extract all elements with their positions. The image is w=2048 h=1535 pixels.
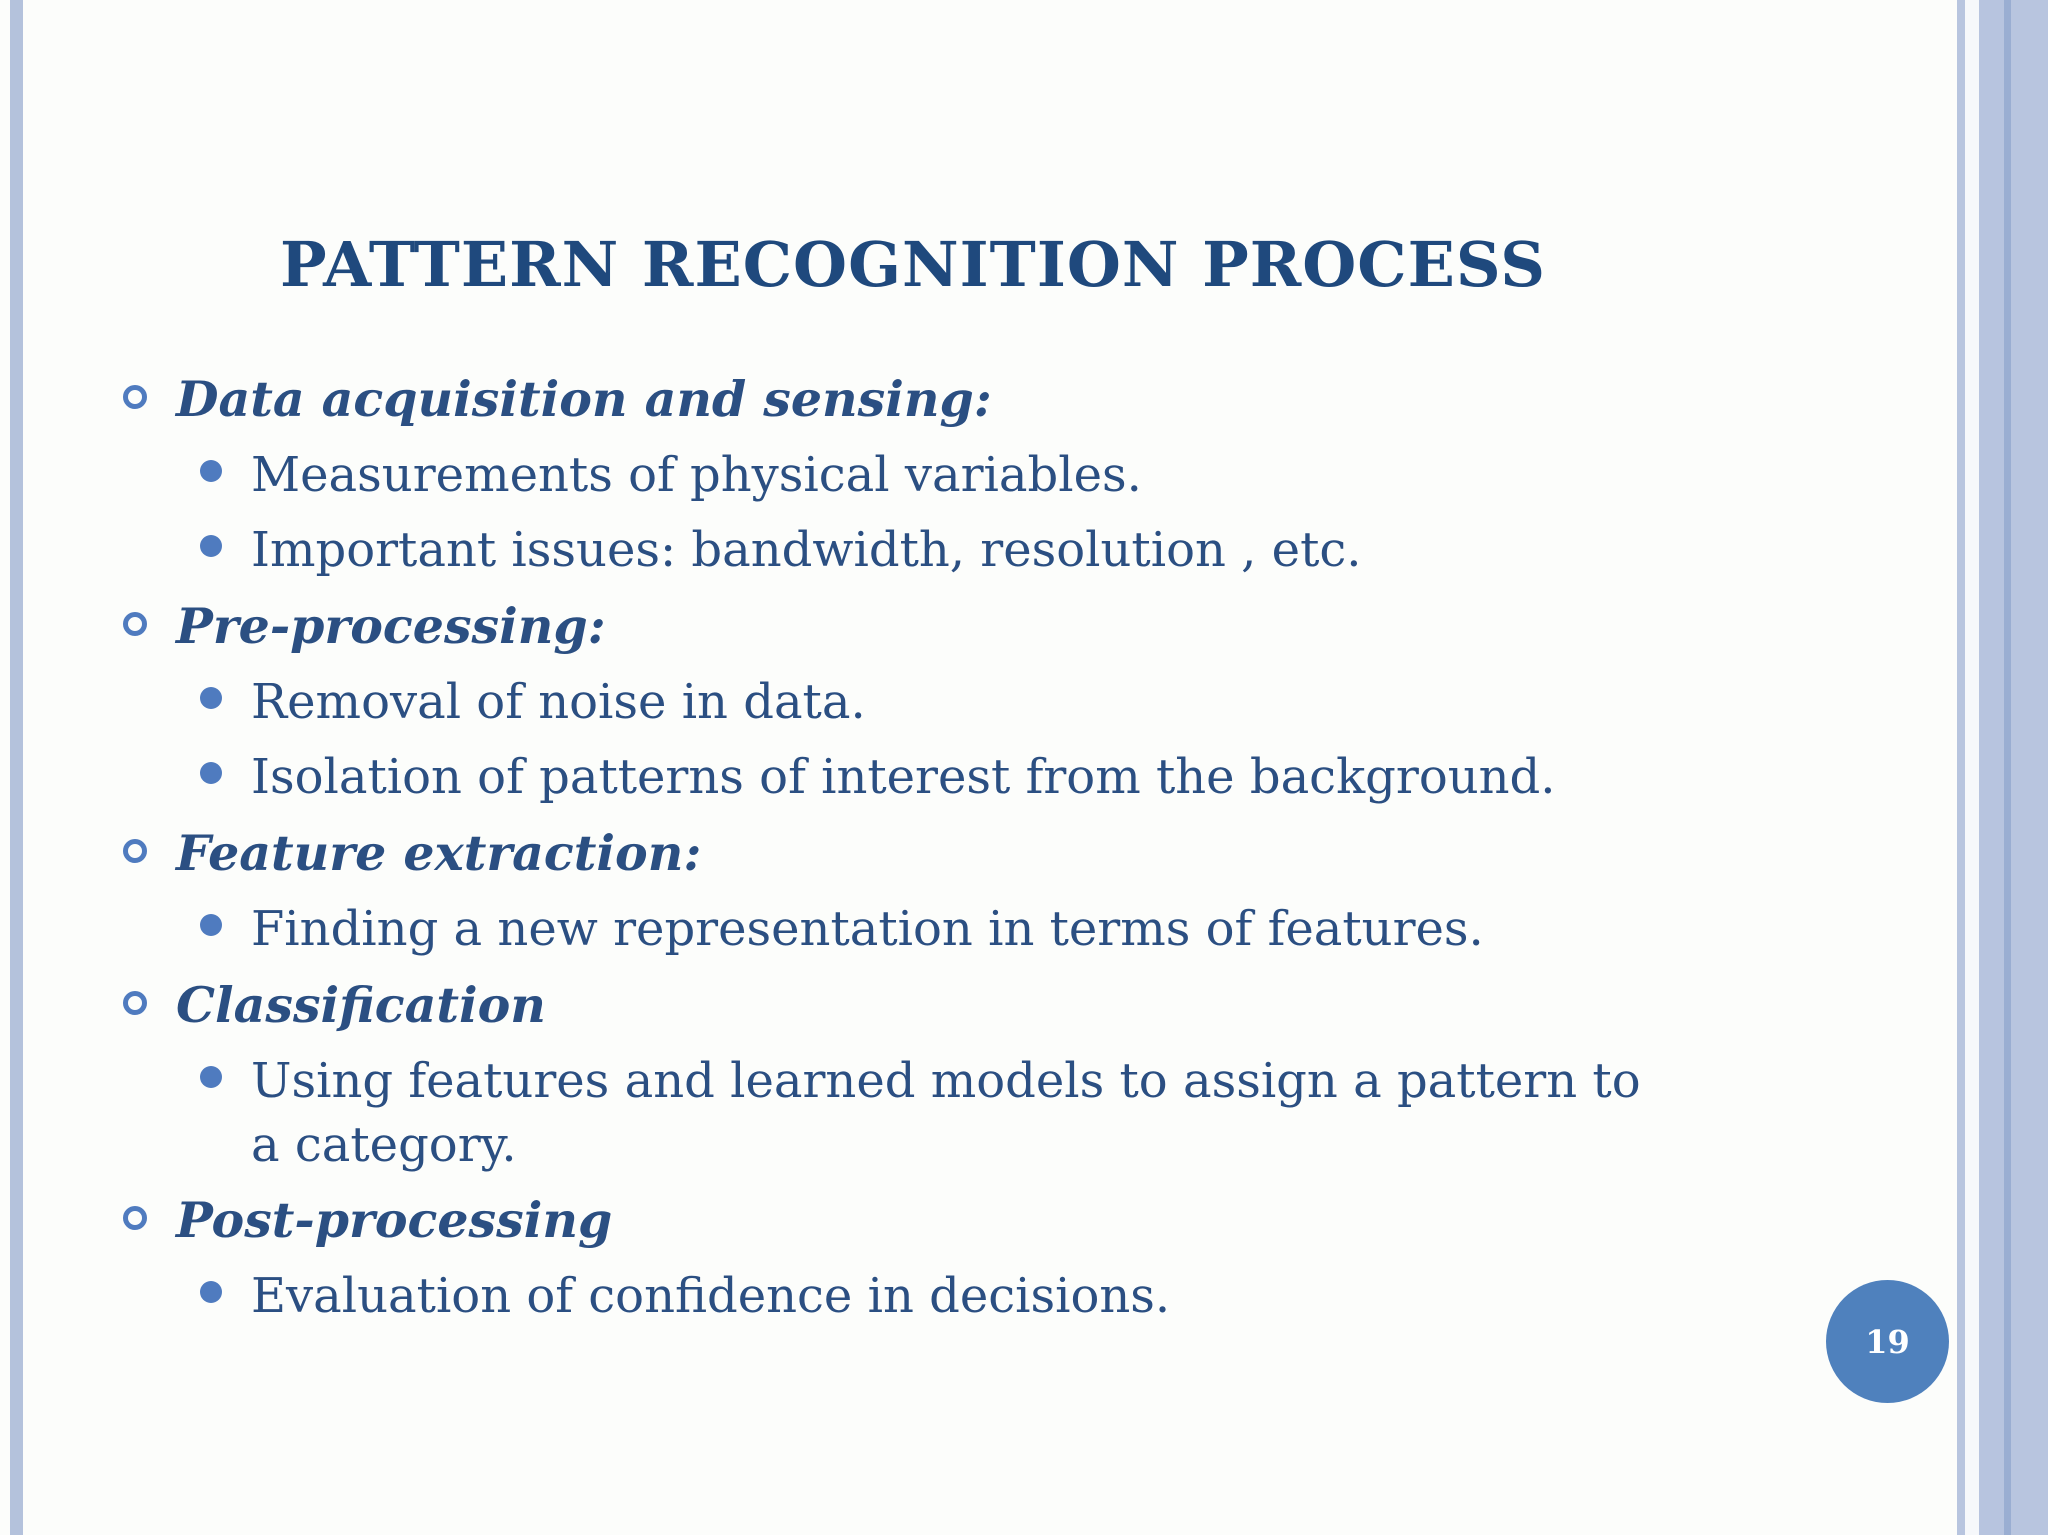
bullet-text: Using features and learned models to assign a pattern to a category.: [251, 1053, 1641, 1173]
section-heading: Classification: [176, 976, 546, 1034]
right-border-stripe: [1979, 0, 2004, 1535]
section-heading: Pre-processing:: [176, 597, 606, 655]
section-heading: Feature extraction:: [176, 824, 702, 882]
section-heading: Data acquisition and sensing:: [176, 370, 992, 428]
bullet-dot-icon: [200, 914, 222, 936]
bullet-text: Evaluation of confidence in decisions.: [251, 1268, 1171, 1324]
bullet-text: Important issues: bandwidth, resolution , etc.: [251, 522, 1362, 578]
bullet-dot-icon: [200, 1281, 222, 1303]
bullet-text: Finding a new representation in terms of features.: [251, 901, 1484, 957]
right-border-stripe: [1965, 0, 1979, 1535]
bullet-dot-icon: [200, 460, 222, 482]
right-border-stripe: [2011, 0, 2048, 1535]
right-border-stripe: [2004, 0, 2011, 1535]
bullet-dot-icon: [200, 1066, 222, 1088]
page-number-badge: [1826, 1280, 1949, 1403]
right-border-stripe: [1957, 0, 1965, 1535]
bullet-text: Isolation of patterns of interest from the background.: [251, 749, 1556, 805]
hollow-bullet-icon: [123, 385, 147, 409]
bullet-dot-icon: [200, 762, 222, 784]
hollow-bullet-icon: [123, 1206, 147, 1230]
hollow-bullet-icon: [123, 612, 147, 636]
hollow-bullet-icon: [123, 991, 147, 1015]
section-heading: Post-processing: [176, 1191, 613, 1249]
slide-title: PATTERN RECOGNITION PROCESS: [280, 228, 1547, 301]
page-number: 19: [1865, 1322, 1910, 1361]
bullet-dot-icon: [200, 535, 222, 557]
bullet-text: Measurements of physical variables.: [251, 447, 1142, 503]
bullet-dot-icon: [200, 687, 222, 709]
hollow-bullet-icon: [123, 839, 147, 863]
bullet-text: Removal of noise in data.: [251, 674, 866, 730]
